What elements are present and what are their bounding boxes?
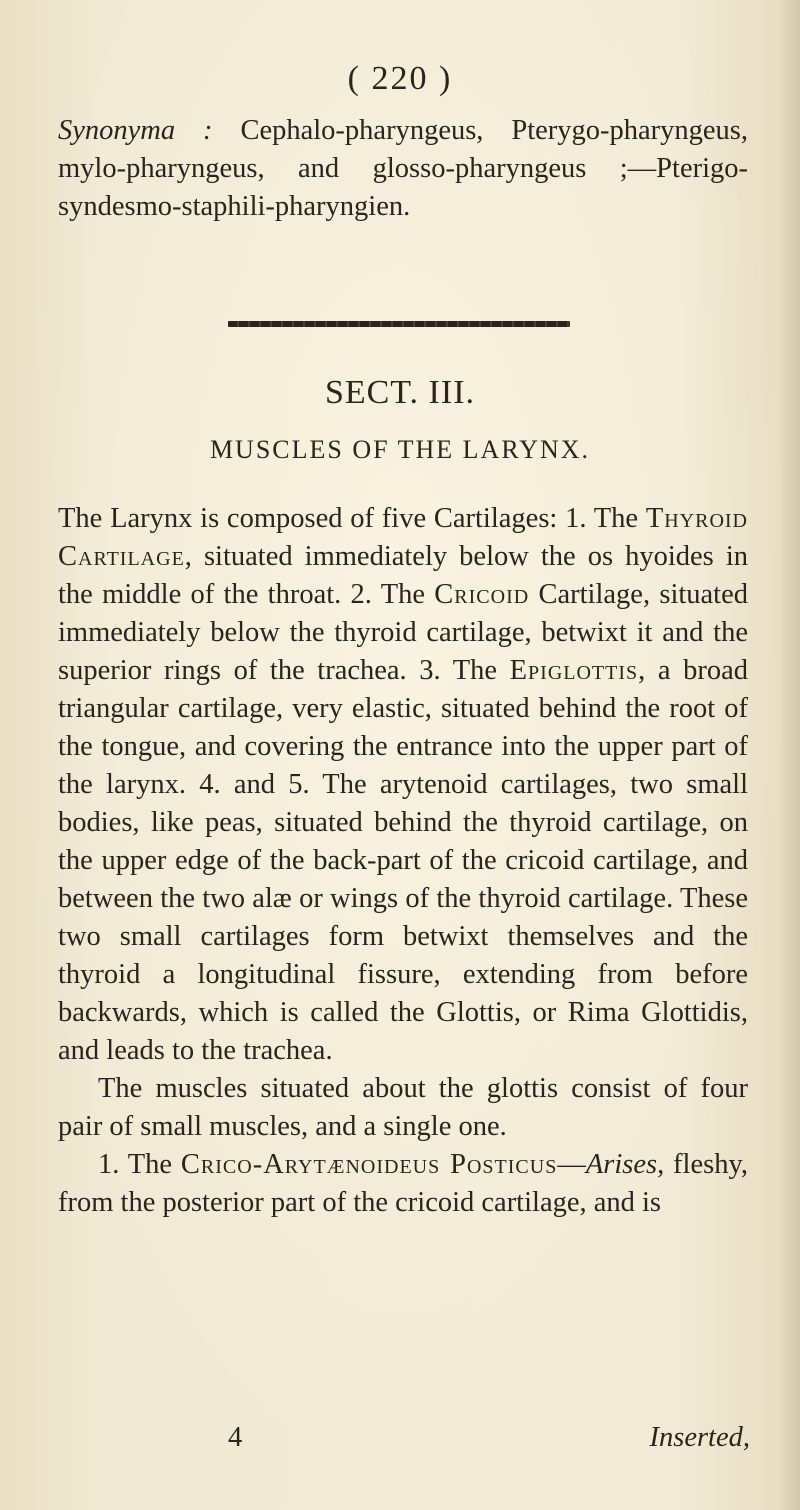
crico-arytaenoideus-paragraph: [58, 1146, 748, 1222]
synonyma-paragraph: [58, 112, 748, 226]
larynx-text-1: The Larynx is composed of five Cartilages: 1. The: [58, 503, 646, 534]
synonyma-label: Synonyma :: [58, 115, 213, 146]
muscles-paragraph: The muscles situated about the glottis consist of four pair of small muscles, and a single one.: [58, 1073, 748, 1142]
section-divider-rule: [228, 321, 570, 327]
larynx-paragraph: [58, 500, 748, 1070]
arises-term: Arises: [585, 1149, 658, 1180]
synonyma-text: Cephalo-pharyngeus, Pterygo-pharyngeus, mylo-pharyngeus, and glosso-pharyngeus ;—Pterigo-syndesmo-staphili-pharyngien.: [58, 115, 748, 222]
muscle-text: , fleshy, from the posterior part of the cricoid cartilage, and is: [58, 1149, 748, 1218]
muscle-number: 1. The: [98, 1149, 181, 1180]
section-subtitle: MUSCLES OF THE LARYNX.: [209, 435, 591, 464]
epiglottis-term: Epiglottis: [509, 655, 639, 686]
larynx-text-3: Cartilage, situated immediately below the thyroid cartilage, betwixt it and the superior rings of the trachea. 3. The: [58, 579, 748, 686]
page-edge-shadow: [778, 0, 800, 1510]
page-number-header: ( 220 ): [347, 60, 453, 97]
catchword: Inserted,: [649, 1422, 750, 1453]
section-title: SECT. III.: [324, 374, 476, 411]
muscle-dash: —: [557, 1149, 586, 1180]
thyroid-term: Thyroid Cartilage: [58, 503, 748, 572]
larynx-text-2: , situated immediately below the os hyoides in the middle of the throat. 2. The: [58, 541, 748, 610]
muscle-name: Crico-Arytænoideus Posticus: [180, 1149, 558, 1180]
signature-mark: 4: [228, 1422, 243, 1453]
body-text: [58, 500, 748, 1222]
cricoid-term: Cricoid: [434, 579, 530, 610]
page-footer: [0, 1422, 800, 1462]
larynx-text-4: , a broad triangular cartilage, very elastic, situated behind the root of the tongue, and covering the entrance into the upper part of the larynx. 4. and 5. The arytenoid cartilages, two small bodies, like peas, situated behind the thyroid cartilage, on the upper edge of the back-part of the cricoid cartilage, and between the two alæ or wings of the thyroid cartilage. These two small cartilages form betwixt themselves and the thyroid a longitudinal fissure, extending from before backwards, which is called the Glottis, or Rima Glottidis, and leads to the trachea.: [58, 655, 748, 1066]
